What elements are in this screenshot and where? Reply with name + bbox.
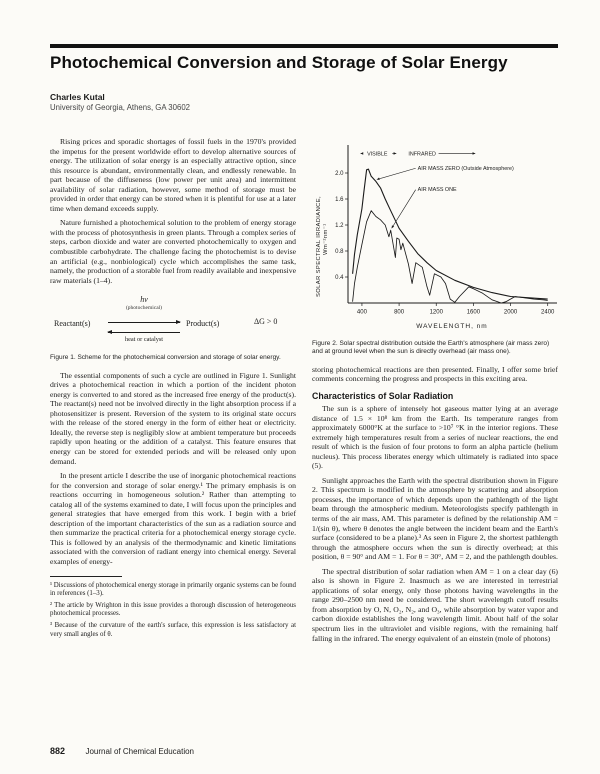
svg-text:800: 800 [394, 309, 405, 316]
page-footer [50, 741, 194, 759]
journal-name: Journal of Chemical Education [85, 747, 194, 756]
two-column-body [50, 137, 558, 648]
figure1-caption: Figure 1. Scheme for the photochemical conversion and storage of solar energy. [50, 354, 281, 362]
svg-text:1.2: 1.2 [335, 223, 344, 229]
figure2-xaxis-label: WAVELENGTH, nm [416, 323, 488, 330]
article-title: Photochemical Conversion and Storage of Solar Energy [50, 53, 508, 72]
header-rule [50, 44, 558, 48]
figure1-hv-label: hν [140, 295, 148, 305]
svg-text:INFRARED: INFRARED [408, 151, 436, 158]
figure1-scheme [54, 295, 292, 351]
section-heading-solar-radiation: Characteristics of Solar Radiation [312, 390, 454, 401]
paragraph-air-mass: Sunlight approaches the Earth with the spectral distribution shown in Figure 2. This spectrum is modified in the atmosphere by scattering and absorption processes, the importance of which depends upon the pathlength of the light beam through the atmospheric medium. Meteorologists specify pathlength in terms of the air mass, AM. This parameter is defined by the relationship AM = 1/(sin θ), where θ denotes the angle between the incident beam and the Earth's surface (considered to be a plane).³ As seen in Figure 2, the shortest pathlength through the atmosphere occurs when the sun is directly overhead; at this position, θ = 90° and AM = 1. For θ = 30°, AM = 2, and the pathlength doubles. [312, 475, 558, 562]
figure2-caption: Figure 2. Solar spectral distribution outside the Earth's atmosphere (air mass zero) and at ground level when the sun is directly overhead (air mass one). [312, 340, 550, 356]
paragraph-article-scope: In the present article I describe the use of inorganic photochemical reactions for the conversion and storage of solar energy.¹ The primary emphasis is on reactions occurring in homogeneous solution.² Rather than attempting to catalog all of the systems examined to date, I will focus upon the principles and general strategies that have emerged from this work. I begin with a brief description of the important characteristics of the sun as a radiation source and then summarize the practical criteria for a photochemical energy storage cycle. This is followed by an analysis of the thermodynamic and kinetic limitations associated with the conversion of radiant energy into chemical energy. Several examples of energy- [50, 471, 296, 567]
left-column [50, 137, 296, 648]
figure2-yaxis-units: Wm⁻²nm⁻¹ [323, 223, 329, 255]
svg-text:AIR MASS ZERO (Outside Atmosph: AIR MASS ZERO (Outside Atmosphere) [417, 165, 514, 172]
svg-text:1.6: 1.6 [335, 197, 344, 203]
figure1-product-label: Product(s) [186, 319, 220, 329]
svg-text:1600: 1600 [466, 309, 481, 316]
svg-text:1200: 1200 [429, 309, 443, 316]
svg-text:VISIBLE: VISIBLE [367, 151, 388, 158]
footnote-1: ¹ Discussions of photochemical energy storage in primarily organic systems can be found in references (1–3). [50, 581, 296, 598]
right-column [312, 137, 558, 648]
forward-arrow-icon [108, 322, 180, 323]
reverse-arrow-icon [108, 332, 180, 333]
figure2-yaxis-label: SOLAR SPECTRAL IRRADIANCE, [316, 195, 322, 297]
figure1-free-energy-label: ΔG > 0 [254, 317, 278, 327]
svg-text:2.0: 2.0 [335, 171, 344, 177]
paragraph-cycle-components: The essential components of such a cycle are outlined in Figure 1. Sunlight drives a photochemical reaction in which a portion of the incident photon energy is converted to and stored as the increased free energy of the product(s). The reactant(s) need not be involved directly in the light absorption process if a photosensitizer is present. Reversion of the system to its original state occurs with the release of the stored energy in the form of either heat or electricity. Ideally, the reverse step is negligibly slow at ambient temperature but proceeds rapidly upon heating or the addition of a catalyst. This feature ensures that energy can be stored for extended periods and will be released only upon demand. [50, 370, 296, 466]
paragraph-sun-description: The sun is a sphere of intensely hot gaseous matter lying at an average distance of 1.5 × 10⁸ km from the Earth. Its temperature ranges from approximately 6000°K at the surface to >10⁷ °K in the interior regions. These extremely high temperatures result from a series of nuclear reactions, the end result of which is the fusion of four protons to form an alpha particle (helium nucleus). This process liberates energy which ultimately is radiated into space (5). [312, 403, 558, 471]
footnote-3: ³ Because of the curvature of the earth's surface, this expression is less satisfactory at very small angles of θ. [50, 622, 296, 638]
author-name: Charles Kutal [50, 92, 105, 102]
footnote-2: ² The article by Wrighton in this issue provides a thorough discussion of heterogeneous photochemical processes. [50, 601, 296, 618]
footnote-rule [50, 576, 122, 577]
page-number: 882 [50, 746, 66, 756]
author-affiliation: University of Georgia, Athens, GA 30602 [50, 103, 190, 112]
svg-text:0.8: 0.8 [335, 249, 344, 255]
paragraph-photosynthesis: Nature furnished a photochemical solution to the problem of energy storage with the process of photosynthesis in green plants. Through a complex series of steps, carbon dioxide and water are converted photochemically to oxygen and combustible carbohydrate. The challenge facing the photochemist is to devise an artificial (e.g., nonbiological) cycle which accomplishes the same task, namely, the production of a storable fuel from readily available and inexpensive raw materials (1–4). [50, 218, 296, 285]
figure1-reactant-label: Reactant(s) [54, 319, 91, 329]
paragraph-intro: Rising prices and sporadic shortages of fossil fuels in the 1970's provided the impetus for the present worldwide effort to develop alternative sources of energy. The utilization of solar energy is an especially attractive option, since this resource is abundant, environmentally clean, and endlessly renewable. In part because of the diffuseness (low power per unit area) and intermittent availability of solar radiation, however, some method of storage must be provided in order that energy can be stored when it is plentiful for use at a later time when demand exceeds supply. [50, 137, 296, 213]
figure1-photochemical-note: (photochemical) [125, 305, 163, 312]
paragraph-spectral-distribution: The spectral distribution of solar radiation when AM = 1 on a clear day (6) also is shown in Figure 2. Inasmuch as we are interested in terrestrial applications of solar energy, only those photons having wavelengths in the range 290–2500 nm need be considered. The short wavelength cutoff results from absorption by O, N, O₂, N₂, and O₃, while absorption by water vapor and carbon dioxide establishes the long wavelength limit. About half of the solar spectrum lies in the ultraviolet and visible regions, with the remaining half falling in the infrared. The energy equivalent of an einstein (mole of photons) [312, 566, 558, 643]
paragraph-continuation: storing photochemical reactions are then presented. Finally, I offer some brief comments concerning the progress and prospects in this exciting area. [312, 364, 558, 384]
figure1-reverse-label: heat or catalyst [124, 336, 164, 344]
svg-text:400: 400 [356, 309, 367, 316]
figure2-plot-area [335, 145, 557, 316]
svg-text:2400: 2400 [541, 309, 555, 316]
svg-text:AIR MASS ONE: AIR MASS ONE [417, 187, 457, 194]
figure2-chart [312, 137, 561, 337]
svg-text:2000: 2000 [503, 309, 518, 316]
svg-text:0.4: 0.4 [335, 275, 344, 281]
